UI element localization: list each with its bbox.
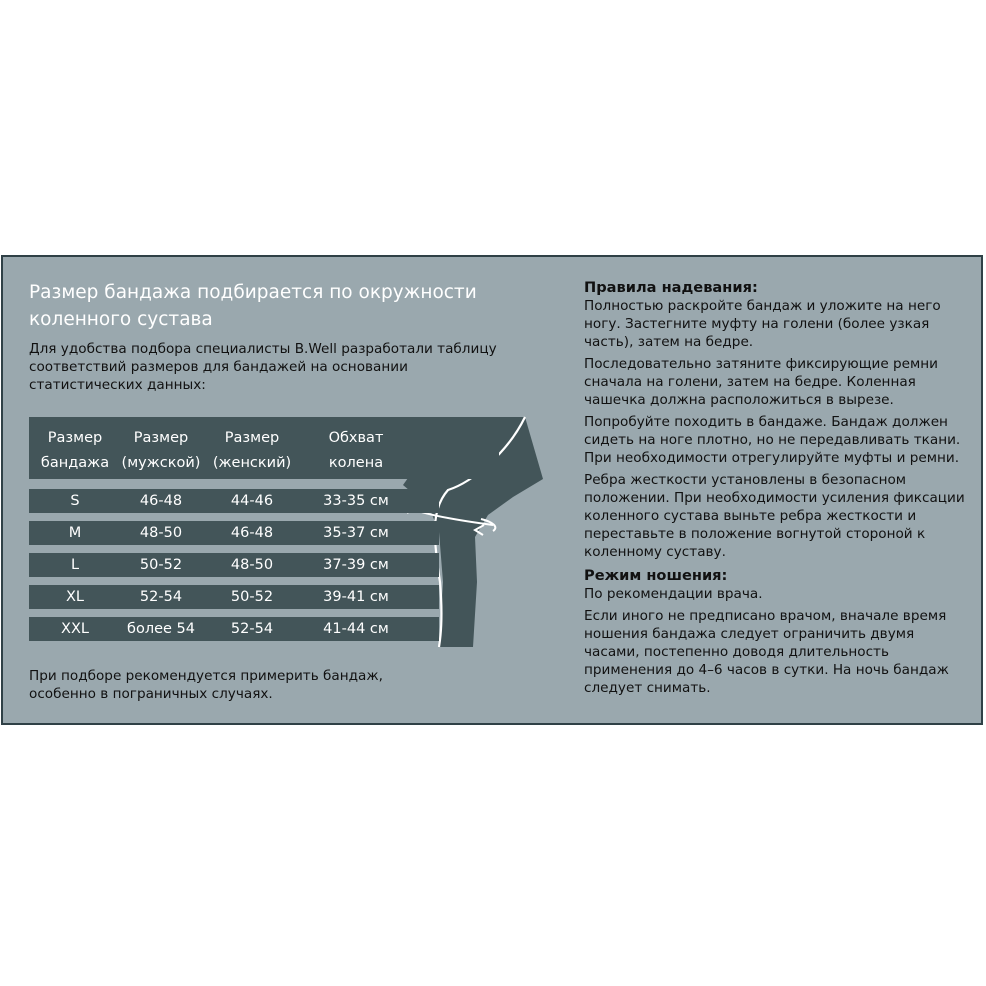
- mode-paragraph: По рекомендации врача.: [584, 586, 763, 602]
- table-row: [29, 489, 439, 513]
- header-male-size: Размер (мужской): [121, 430, 201, 471]
- cell-girth: 35-37 см: [323, 525, 389, 541]
- cell-female: 50-52: [230, 589, 274, 605]
- size-info-panel: [1, 255, 983, 725]
- cell-girth: 33-35 см: [323, 493, 389, 509]
- cell-female: 48-50: [230, 557, 274, 573]
- size-table-header: [29, 417, 499, 479]
- table-row: [29, 553, 439, 577]
- main-title: Размер бандажа подбирается по окружности коленного сустава: [29, 282, 477, 330]
- intro-text: Для удобства подбора специалисты B.Well разработали таблицу соответствий размеров для бандажей на основании статистических данных:: [29, 341, 497, 393]
- cell-girth: 37-39 см: [323, 557, 389, 573]
- cell-female: 46-48: [230, 525, 274, 541]
- table-row: [29, 585, 439, 609]
- cell-female: 52-54: [230, 621, 274, 637]
- cell-size: M: [68, 525, 82, 541]
- cell-size: L: [70, 557, 80, 573]
- cell-male: более 54: [127, 621, 195, 637]
- rules-paragraph: Попробуйте походить в бандаже. Бандаж должен сидеть на ноге плотно, но не передавливать ткани. При необходимости отрегулируйте муфты и ремни.: [584, 414, 961, 466]
- header-female-size: Размер (женский): [212, 430, 292, 471]
- table-row: [29, 521, 439, 545]
- rules-title: Правила надевания:: [584, 279, 758, 296]
- cell-girth: 39-41 см: [323, 589, 389, 605]
- cell-male: 46-48: [139, 493, 183, 509]
- rules-paragraph: Последовательно затяните фиксирующие ремни сначала на голени, затем на бедре. Коленная чашечка должна расположиться в вырезе.: [584, 356, 938, 408]
- cell-female: 44-46: [230, 493, 274, 509]
- table-row: [29, 617, 439, 641]
- rules-paragraph: Ребра жесткости установлены в безопасном положении. При необходимости усиления фиксации коленного сустава выньте ребра жесткости и переставьте в положение вогнутой стороной к коленному суставу.: [584, 472, 965, 560]
- cell-male: 50-52: [139, 557, 183, 573]
- header-size: Размер бандажа: [40, 430, 110, 471]
- header-knee-girth: Обхват колена: [328, 430, 384, 471]
- footnote-text: При подборе рекомендуется примерить бандаж, особенно в пограничных случаях.: [29, 668, 383, 702]
- cell-girth: 41-44 см: [323, 621, 389, 637]
- cell-male: 52-54: [139, 589, 183, 605]
- cell-size: S: [70, 493, 80, 509]
- mode-paragraph: Если иного не предписано врачом, вначале время ношения бандажа следует ограничить двумя часами, постепенно доводя длительность применения до 4–6 часов в сутки. На ночь бандаж следует снимать.: [584, 608, 949, 696]
- instructions-column: [584, 279, 974, 701]
- cell-size: XXL: [61, 621, 89, 637]
- mode-title: Режим ношения:: [584, 567, 728, 584]
- cell-size: XL: [65, 589, 84, 605]
- cell-male: 48-50: [139, 525, 183, 541]
- rules-paragraph: Полностью раскройте бандаж и уложите на него ногу. Застегните муфту на голени (более узкая часть), затем на бедре.: [584, 298, 941, 350]
